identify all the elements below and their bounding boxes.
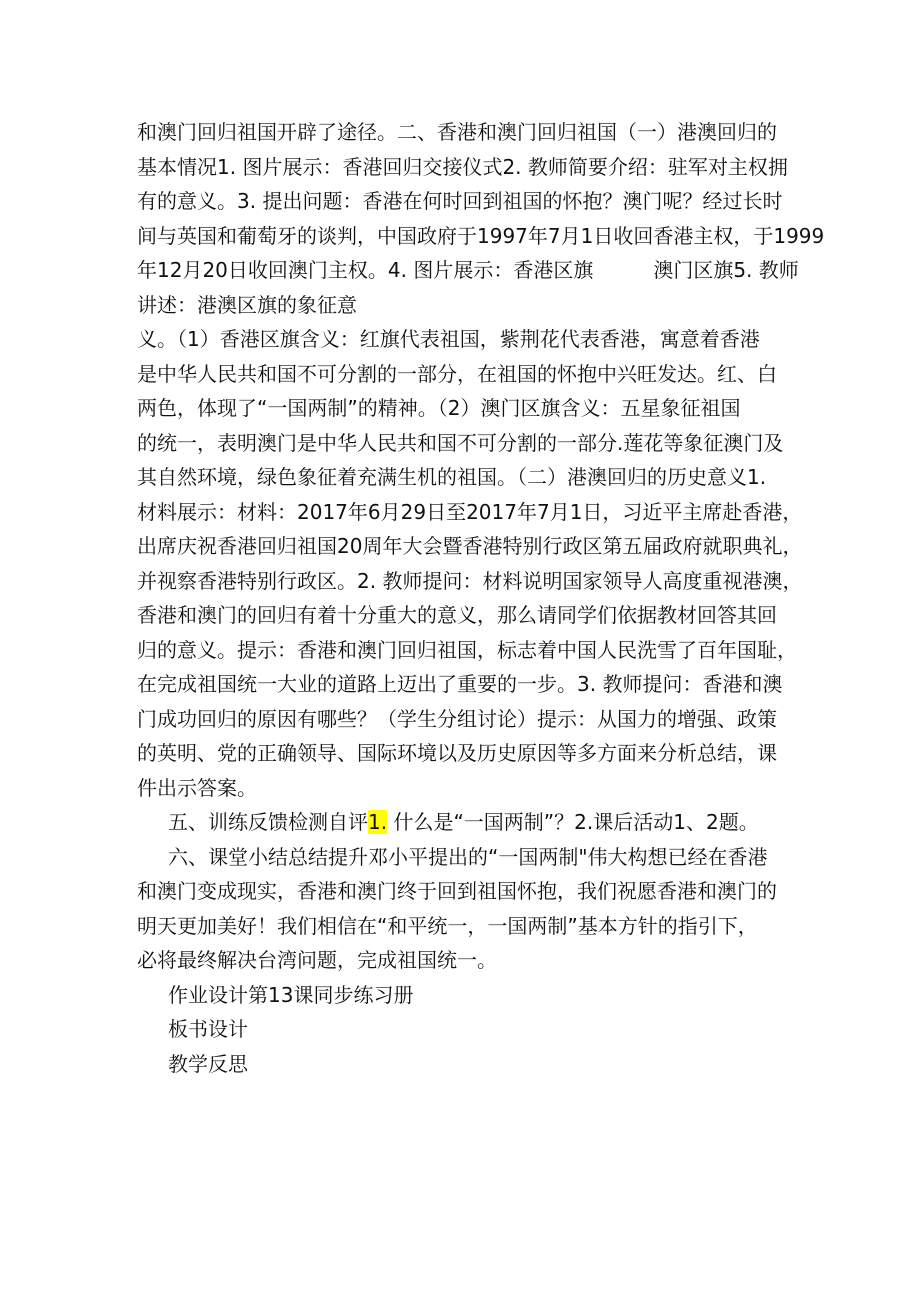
document-body xyxy=(137,115,825,1081)
reflection-heading: 教学反思 xyxy=(168,1051,248,1076)
body-line: 间与英国和葡萄牙的谈判，中国政府于1997年7月1日收回香港主权，于1999 xyxy=(137,223,825,248)
body-line: 件出示答案。 xyxy=(137,775,257,800)
body-line: 香港和澳门的回归有着十分重大的意义，那么请同学们依据教材回答其回 xyxy=(137,603,777,627)
section-6-line: 必将最终解决台湾问题，完成祖国统一。 xyxy=(137,948,497,972)
body-line: 门成功回归的原因有哪些？（学生分组讨论）提示：从国力的增强、政策 xyxy=(137,706,777,731)
body-line: 在完成祖国统一大业的道路上迈出了重要的一步。3. 教师提问：香港和澳 xyxy=(137,672,783,696)
section-5-paragraph xyxy=(137,805,797,840)
section-6-line: 明天更加美好！我们相信在“和平统一，一国两制”基本方针的指引下， xyxy=(137,913,758,938)
body-line: 其自然环境，绿色象征着充满生机的祖国。（二）港澳回归的历史意义1. xyxy=(137,465,767,489)
body-line: 年12月20日收回澳门主权。4. 图片展示：香港区旗 澳门区旗5. 教师 xyxy=(137,258,799,282)
section-5-text-continued: 什么是“一国两制”？2.课后活动1、2题。 xyxy=(387,810,759,834)
body-line: 基本情况1. 图片展示：香港回归交接仪式2. 教师简要介绍：驻军对主权拥 xyxy=(137,154,788,179)
body-line: 的英明、党的正确领导、国际环境以及历史原因等多方面来分析总结，课 xyxy=(137,741,777,765)
body-line: 是中华人民共和国不可分割的一部分，在祖国的怀抱中兴旺发达。红、白 xyxy=(137,361,777,386)
body-line: 有的意义。3. 提出问题：香港在何时回到祖国的怀抱？澳门呢？经过长时 xyxy=(137,189,783,213)
body-line: 讲述：港澳区旗的象征意 xyxy=(137,292,357,317)
section-6-line: 和澳门变成现实，香港和澳门终于回到祖国怀抱，我们祝愿香港和澳门的 xyxy=(137,879,777,903)
section-5-text: 五、训练反馈检测自评 xyxy=(168,810,368,834)
body-line: 出席庆祝香港回归祖国20周年大会暨香港特别行政区第五届政府就职典礼， xyxy=(137,534,803,558)
body-line: 并视察香港特别行政区。2. 教师提问：材料说明国家领导人高度重视港澳， xyxy=(137,568,803,593)
body-line: 材料展示：材料：2017年6月29日至2017年7月1日，习近平主席赴香港， xyxy=(137,499,803,524)
body-line: 归的意义。提示：香港和澳门回归祖国，标志着中国人民洗雪了百年国耻， xyxy=(137,637,797,662)
body-line: 和澳门回归祖国开辟了途径。二、香港和澳门回归祖国（一）港澳回归的 xyxy=(137,120,777,144)
section-6-line: 六、课堂小结总结提升邓小平提出的“一国两制"伟大构想已经在香港 xyxy=(168,844,768,869)
board-design-heading: 板书设计 xyxy=(168,1017,248,1041)
body-line: 的统一，表明澳门是中华人民共和国不可分割的一部分.莲花等象征澳门及 xyxy=(137,430,784,455)
homework-heading: 作业设计第13课同步练习册 xyxy=(168,982,414,1007)
body-line: 义。（1）香港区旗含义：红旗代表祖国，紫荆花代表香港，寓意着香港 xyxy=(137,327,760,351)
highlighted-text: 1. xyxy=(368,810,388,834)
body-line: 两色，体现了“一国两制”的精神。（2）澳门区旗含义：五星象征祖国 xyxy=(137,396,741,420)
